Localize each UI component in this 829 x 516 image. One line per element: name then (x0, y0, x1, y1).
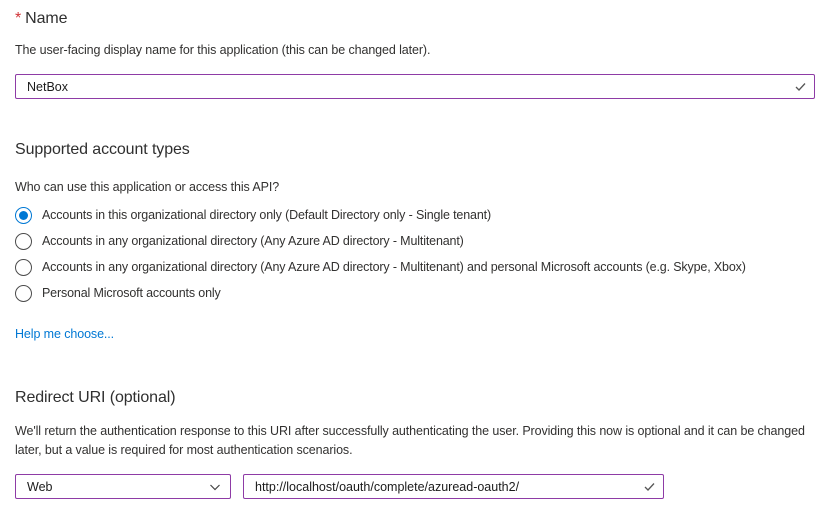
account-type-option-label: Accounts in any organizational directory (Any Azure AD directory - Multitenant) (42, 234, 464, 248)
account-types-question: Who can use this application or access this API? (15, 180, 280, 194)
platform-select-dropdown[interactable] (15, 474, 231, 499)
platform-select-value: Web (27, 479, 53, 494)
name-field-container (15, 74, 815, 99)
redirect-uri-input[interactable] (243, 474, 664, 499)
account-type-option-single-tenant[interactable] (15, 202, 746, 228)
valid-check-icon (793, 79, 808, 94)
name-label: Name (25, 10, 68, 27)
radio-button[interactable] (15, 233, 32, 250)
required-asterisk: * (15, 10, 22, 27)
redirect-uri-description: We'll return the authentication response to this URI after successfully authenticating the user. Providing this now is optional and it can be changed later, but a value is required for most authentication scenarios. (15, 424, 805, 457)
account-type-option-personal-only[interactable] (15, 280, 746, 306)
name-description: The user-facing display name for this application (this can be changed later). (15, 43, 431, 57)
redirect-uri-field-container (243, 474, 664, 499)
redirect-uri-title: Redirect URI (optional) (15, 389, 176, 406)
account-type-option-label: Personal Microsoft accounts only (42, 286, 221, 300)
account-types-radio-group (15, 202, 746, 306)
supported-account-types-title: Supported account types (15, 141, 190, 158)
radio-button[interactable] (15, 207, 32, 224)
help-me-choose-link[interactable]: Help me choose... (15, 327, 115, 341)
account-type-option-multitenant-personal[interactable] (15, 254, 746, 280)
chevron-down-icon[interactable] (208, 480, 222, 494)
radio-button[interactable] (15, 285, 32, 302)
name-section-title (15, 10, 67, 28)
account-type-option-label: Accounts in any organizational directory (Any Azure AD directory - Multitenant) and personal Microsoft accounts (e.g. Skype, Xbox) (42, 260, 746, 274)
account-type-option-multitenant[interactable] (15, 228, 746, 254)
radio-button[interactable] (15, 259, 32, 276)
account-type-option-label: Accounts in this organizational directory only (Default Directory only - Single tenant) (42, 208, 491, 222)
name-input[interactable] (15, 74, 815, 99)
valid-check-icon (642, 479, 657, 494)
